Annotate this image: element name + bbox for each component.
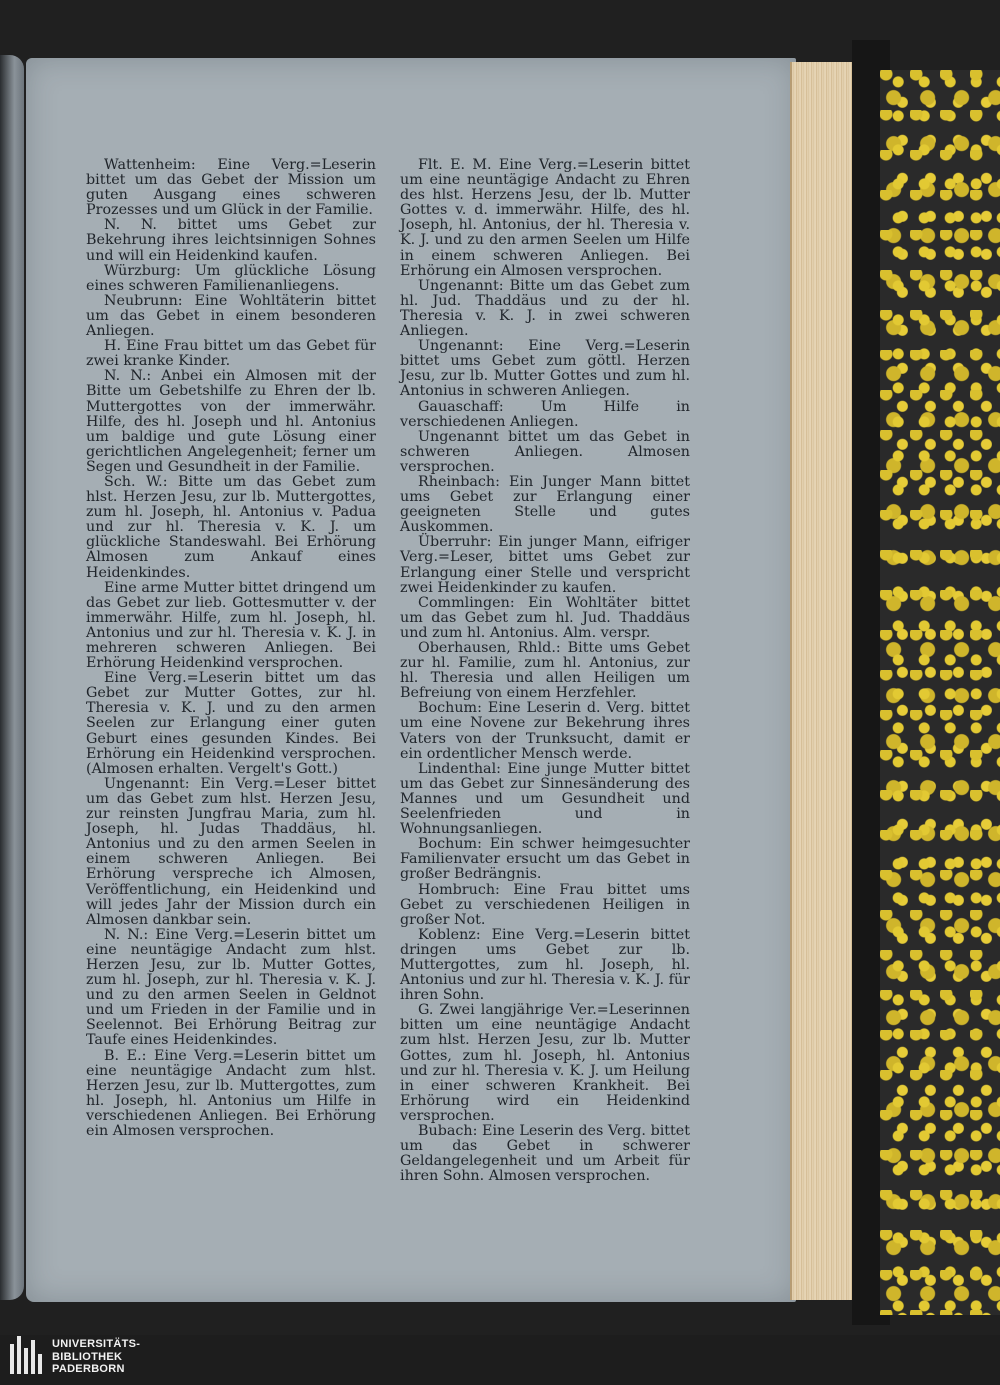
entry: Eine Verg.=Leserin bittet um das Gebet zur Mutter Gottes, zur hl. Theresia v. K. J. und zu den armen Seelen zur Erlangung einer guten Geburt eines gesunden Kindes. Bei Erhörung ein Heidenkind versprochen. (Almosen erhalten. Vergelt's Gott.) (86, 670, 376, 777)
page-block-edges (790, 62, 854, 1300)
entry: H. Eine Frau bittet um das Gebet für zwei kranke Kinder. (86, 338, 376, 370)
library-logo-icon (8, 1336, 48, 1381)
entry: Hombruch: Eine Frau bittet ums Gebet zu verschiedenen Heiligen in großer Not. (400, 881, 690, 928)
entry: Lindenthal: Eine junge Mutter bittet um das Gebet zur Sinnesänderung des Mannes und um Gesundheit und Seelenfrieden und in Wohnungsanliegen. (400, 760, 690, 838)
entry: Eine arme Mutter bittet dringend um das Gebet zur lieb. Gottesmutter v. der immerwähr. Hilfe, zum hl. Joseph, hl. Antonius und zur hl. Theresia v. K. J. in mehreren schweren Anliegen. Bei Erhörung Heidenkind versprochen. (86, 579, 376, 672)
entry: N. N.: Anbei ein Almosen mit der Bitte um Gebetshilfe zu Ehren der lb. Muttergottes von der immerwähr. Hilfe, des hl. Joseph und hl. Antonius um baldige und gute Lösung einer gerichtlichen Angelegenheit; ferner um Segen und Gesundheit in der Familie. (86, 368, 376, 475)
entry: B. E.: Eine Verg.=Leserin bittet um eine neuntägige Andacht zum hlst. Herzen Jesu, zur lb. Muttergottes, zum hl. Joseph, hl. Antonius um Hilfe in verschiedenen Anliegen. Bei Erhörung ein Almosen versprochen. (86, 1047, 376, 1139)
entry: Commlingen: Ein Wohltäter bittet um das Gebet zum hl. Jud. Thaddäus und zum hl. Antonius. Alm. verspr. (400, 594, 690, 641)
library-name-line: PADERBORN (52, 1363, 125, 1375)
entry: Bubach: Eine Leserin des Verg. bittet um das Gebet in schwerer Geldangelegenheit und um Arbeit für ihren Sohn. Almosen versprochen. (400, 1123, 690, 1185)
left-page-edge (0, 55, 24, 1300)
entry: Ungenannt bittet um das Gebet in schweren Anliegen. Almosen versprochen. (400, 428, 690, 475)
text-column-left (86, 158, 376, 1139)
entry: Gauaschaff: Um Hilfe in verschiedenen Anliegen. (400, 398, 690, 430)
entry: Oberhausen, Rhld.: Bitte ums Gebet zur hl. Familie, zum hl. Antonius, zur hl. Theresia und allen Heiligen um Befreiung von einem Herzfehler. (400, 640, 690, 702)
entry: Ungenannt: Bitte um das Gebet zum hl. Jud. Thaddäus und zu der hl. Theresia v. K. J. in zwei schweren Anliegen. (400, 277, 690, 340)
entry: Koblenz: Eine Verg.=Leserin bittet dringen ums Gebet zur lb. Muttergottes, zum hl. Joseph, hl. Antonius und zur hl. Theresia v. K. J. für ihren Sohn. (400, 926, 690, 1004)
library-name (52, 1338, 140, 1376)
library-name-line: UNIVERSITÄTS- (52, 1338, 141, 1350)
entry: N. N. bittet ums Gebet zur Bekehrung ihres leichtsinnigen Sohnes und will ein Heidenkind kaufen. (86, 217, 376, 264)
entry: N. N.: Eine Verg.=Leserin bittet um eine neuntägige Andacht zum hlst. Herzen Jesu, zur lb. Mutter Gottes, zum hl. Joseph, zur hl. Theresia v. K. J. und zu den armen Seelen in Geldnot und um Frieden in der Familie und in Seelennot. Bei Erhörung Beitrag zur Taufe eines Heidenkindes. (86, 926, 376, 1049)
entry: Überruhr: Ein junger Mann, eifriger Verg.=Leser, bittet ums Gebet zur Erlangung einer Stelle und verspricht zwei Heidenkinder zu kaufen. (400, 534, 690, 596)
text-column-right (400, 158, 690, 1184)
entry: Bochum: Eine Leserin d. Verg. bittet um eine Novene zur Bekehrung ihres Vaters von der Trunksucht, damit er ein ordentlicher Mensch werde. (400, 700, 690, 762)
entry: Ungenannt: Eine Verg.=Leserin bittet ums Gebet zum göttl. Herzen Jesu, zur lb. Mutter Gottes und zum hl. Antonius in schweren Anliegen. (400, 338, 690, 400)
entry: Ungenannt: Ein Verg.=Leser bittet um das Gebet zum hlst. Herzen Jesu, zur reinsten Jungfrau Maria, zum hl. Joseph, hl. Judas Thaddäus, hl. Antonius und zu den armen Seelen in einem schweren Anliegen. Bei Erhörung verspreche ich Almosen, Veröffentlichung, ein Heidenkind und will jedes Jahr der Mission durch ein Almosen dankbar sein. (86, 775, 376, 928)
entry: Neubrunn: Eine Wohltäterin bittet um das Gebet in einem besonderen Anliegen. (86, 292, 376, 340)
entry: Bochum: Ein schwer heimgesuchter Familienvater ersucht um das Gebet in großer Bedrängnis. (400, 836, 690, 883)
entry: Wattenheim: Eine Verg.=Leserin bittet um das Gebet der Mission um guten Ausgang eines schweren Prozesses und um Glück in der Familie. (86, 157, 376, 219)
entry: Flt. E. M. Eine Verg.=Leserin bittet um eine neuntägige Andacht zu Ehren des hlst. Herzens Jesu, der lb. Mutter Gottes v. d. immerwähr. Hilfe, des hl. Joseph, hl. Antonius, der hl. Theresia v. K. J. und zu den armen Seelen um Hilfe in einem schweren Anliegen. Bei Erhörung ein Almosen versprochen. (400, 157, 690, 279)
marbled-cover (880, 70, 1000, 1315)
entry: G. Zwei langjährige Ver.=Leserinnen bitten um eine neuntägige Andacht zum hlst. Herzen Jesu, zur lb. Mutter Gottes, zum hl. Joseph, hl. Antonius und zur hl. Theresia v. K. J. um Heilung in einer schweren Krankheit. Bei Erhörung wird ein Heidenkind versprochen. (400, 1002, 690, 1124)
entry: Sch. W.: Bitte um das Gebet zum hlst. Herzen Jesu, zur lb. Muttergottes, zum hl. Joseph, hl. Antonius v. Padua und zur hl. Theresia v. K. J. um glückliche Standeswahl. Bei Erhörung Almosen zum Ankauf eines Heidenkindes. (86, 473, 376, 581)
library-name-line: BIBLIOTHEK (52, 1350, 123, 1363)
entry: Würzburg: Um glückliche Lösung eines schweren Familienanliegens. (86, 262, 376, 294)
entry: Rheinbach: Ein Junger Mann bittet ums Gebet zur Erlangung einer geeigneten Stelle und gutes Auskommen. (400, 473, 690, 536)
